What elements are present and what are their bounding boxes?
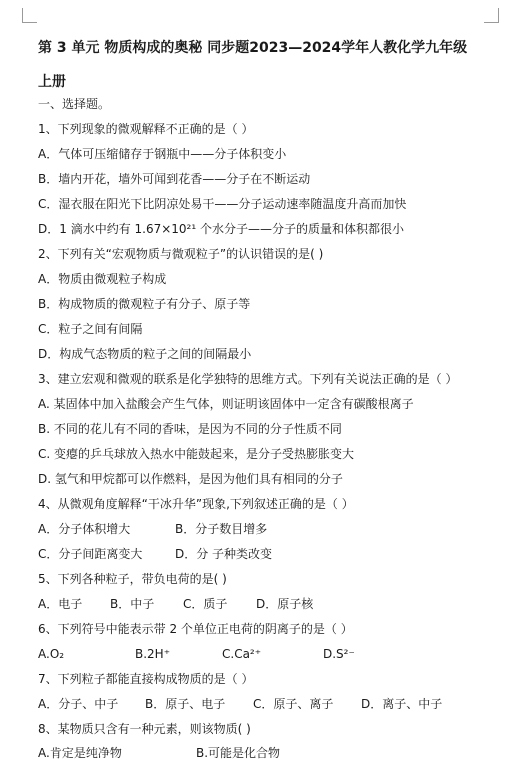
question-8-stem: 8、某物质只含有一种元素，则该物质( )	[38, 722, 251, 736]
question-4-option-b: B．分子数目增多	[175, 522, 268, 536]
question-2-option-a: A．物质由微观粒子构成	[38, 272, 167, 286]
question-1-option-a: A．气体可压缩储存于钢瓶中——分子体积变小	[38, 147, 287, 161]
question-7-option-a: A．分子、中子	[38, 697, 119, 711]
question-1-option-c: C．湿衣服在阳光下比阴凉处易干——分子运动速率随温度升高而加快	[38, 197, 407, 211]
question-3-stem: 3、建立宏观和微观的联系是化学独特的思维方式。下列有关说法正确的是（ ）	[38, 372, 458, 386]
crop-mark-top-right	[484, 8, 499, 23]
question-2-option-d: D．构成气态物质的粒子之间的间隔最小	[38, 347, 252, 361]
question-3-option-a: A. 某固体中加入盐酸会产生气体，则证明该固体中一定含有碳酸根离子	[38, 397, 414, 411]
question-7-stem: 7、下列粒子都能直接构成物质的是（ ）	[38, 672, 254, 686]
question-8-option-a: A.肯定是纯净物	[38, 746, 122, 760]
document-title	[38, 31, 518, 99]
title-line-1: 第 3 单元 物质构成的奥秘 同步题2023—2024学年人教化学九年级	[38, 40, 468, 56]
question-2-stem: 2、下列有关“宏观物质与微观粒子”的认识错误的是( )	[38, 247, 324, 261]
question-2-option-b: B．构成物质的微观粒子有分子、原子等	[38, 297, 251, 311]
question-3-option-c: C. 变瘪的乒乓球放入热水中能鼓起来，是分子受热膨胀变大	[38, 447, 355, 461]
question-6-option-a: A.O₂	[38, 647, 65, 661]
title-line-2: 上册	[38, 74, 66, 90]
question-4-option-c: C．分子间距离变大	[38, 547, 143, 561]
question-7-option-b: B．原子、电子	[145, 697, 226, 711]
question-5-option-c: C．质子	[183, 597, 228, 611]
question-2-option-c: C．粒子之间有间隔	[38, 322, 143, 336]
question-6-stem: 6、下列符号中能表示带 2 个单位正电荷的阴离子的是（ ）	[38, 622, 353, 636]
section-heading: 一、选择题。	[38, 97, 111, 111]
question-8-option-b: B.可能是化合物	[196, 746, 281, 760]
question-6-option-b: B.2H⁺	[135, 647, 171, 661]
question-6-option-c: C.Ca²⁺	[222, 647, 262, 661]
question-4-option-a: A．分子体积增大	[38, 522, 131, 536]
question-5-option-d: D．原子核	[256, 597, 314, 611]
question-4-option-d: D．分 子种类改变	[175, 547, 273, 561]
question-6-option-d: D.S²⁻	[323, 647, 355, 661]
question-7-option-c: C．原子、离子	[253, 697, 334, 711]
question-5-stem: 5、下列各种粒子，带负电荷的是( )	[38, 572, 227, 586]
question-5-option-b: B．中子	[110, 597, 155, 611]
question-4-stem: 4、从微观角度解释“干冰升华”现象,下列叙述正确的是（ ）	[38, 497, 354, 511]
question-1-option-d: D．1 滴水中约有 1.67×10²¹ 个水分子——分子的质量和体积都很小	[38, 222, 404, 236]
crop-mark-top-left	[22, 8, 37, 23]
question-1-stem: 1、下列现象的微观解释不正确的是（ ）	[38, 122, 254, 136]
question-1-option-b: B．墙内开花，墙外可闻到花香——分子在不断运动	[38, 172, 311, 186]
question-7-option-d: D．离子、中子	[361, 697, 443, 711]
question-3-option-b: B. 不同的花儿有不同的香味，是因为不同的分子性质不同	[38, 422, 342, 436]
question-3-option-d: D. 氢气和甲烷都可以作燃料，是因为他们具有相同的分子	[38, 472, 343, 486]
question-5-option-a: A．电子	[38, 597, 83, 611]
